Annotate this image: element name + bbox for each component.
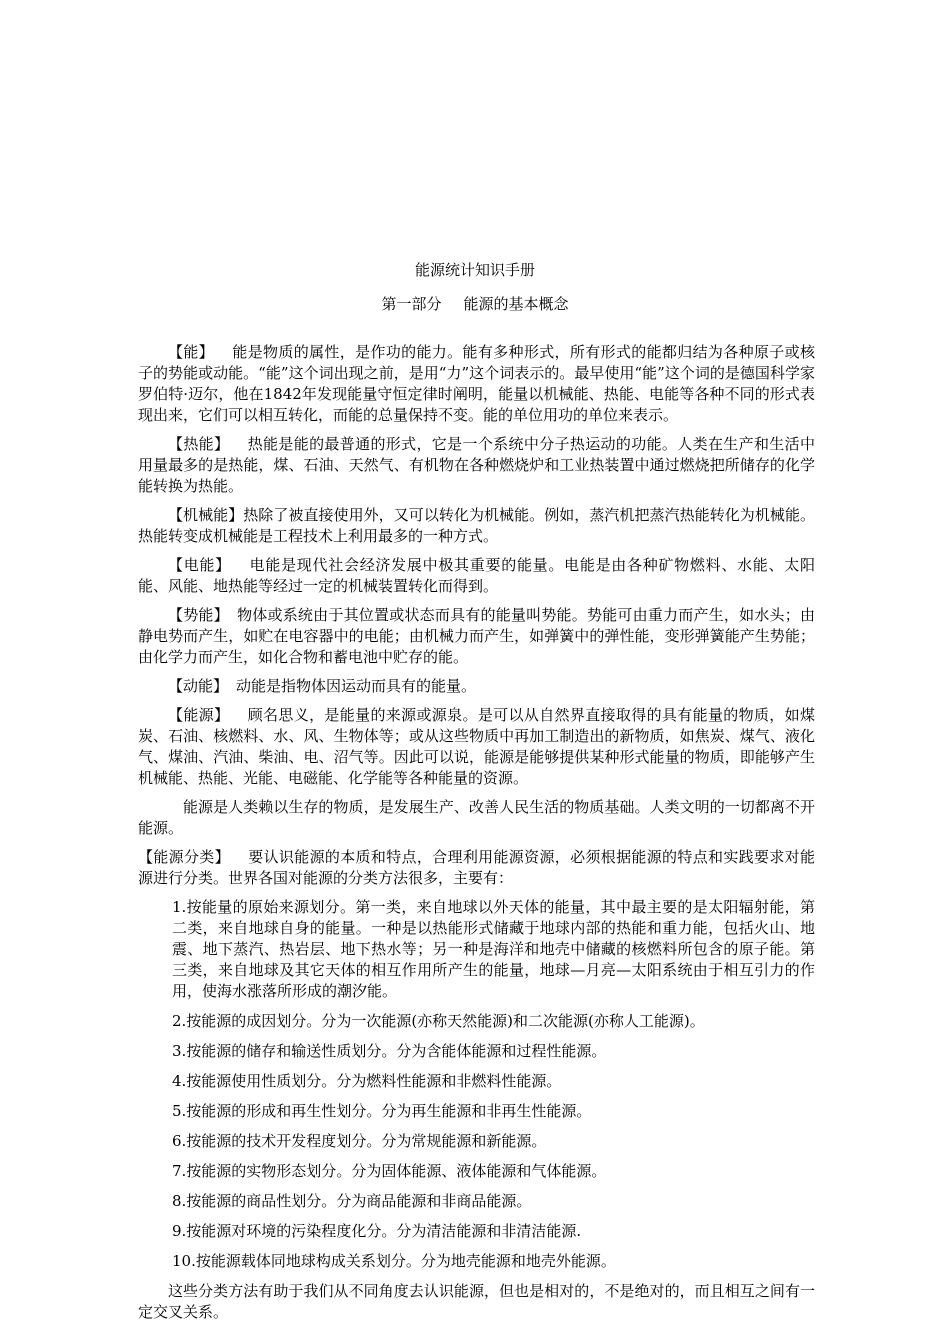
entry-term: 【电能】 [168,556,231,574]
entry-term: 【能】 [168,343,215,361]
entry-text: 能是物质的属性，是作功的能力。能有多种形式，所有形式的能都归结为各种原子或核子的势能或动能。“能”这个词出现之前，是用“力”这个词表示的。最早使用“能”这个词的是德国科学家罗伯特·迈尔，他在1842年发现能量守恒定律时阐明，能量以机械能、热能、电能等各种不同的形式表现出来，它们可以相互转化，而能的总量保持不变。能的单位用功的单位来表示。 [138,343,815,424]
entry-energy-source [138,705,815,789]
entry-text: 热能是能的最普通的形式，它是一个系统中分子热运动的功能。人类在生产和生活中用量最多的是热能，煤、石油、天然气、有机物在各种燃烧炉和工业热装置中通过燃烧把所储存的化学能转换为热能。 [138,435,815,495]
classification-item: 3.按能源的储存和输送性质划分。分为含能体能源和过程性能源。 [172,1042,607,1060]
document-body [138,342,815,1331]
entry-text: 动能是指物体因运动而具有的能量。 [236,677,477,695]
classification-item: 7.按能源的实物形态划分。分为固体能源、液体能源和气体能源。 [172,1162,607,1180]
classification-item: 2.按能源的成因划分。分为一次能源(亦称天然能源)和二次能源(亦称人工能源)。 [172,1012,705,1030]
part-number: 第一部分 [381,295,442,313]
paragraph-basis: 能源是人类赖以生存的物质，是发展生产、改善人民生活的物质基础。人类文明的一切都离不开能源。 [138,798,815,837]
entry-thermal-energy [138,434,815,497]
entry-text: 电能是现代社会经济发展中极其重要的能量。电能是由各种矿物燃料、水能、太阳能、风能、地热能等经过一定的机械装置转化而得到。 [138,556,815,595]
classification-item: 4.按能源使用性质划分。分为燃料性能源和非燃料性能源。 [172,1072,562,1090]
entry-energy [138,342,815,426]
title-block [0,256,950,318]
entry-text: 物体或系统由于其位置或状态而具有的能量叫势能。势能可由重力而产生，如水头；由静电势而产生，如贮在电容器中的电能；由机械力而产生，如弹簧中的弹性能，变形弹簧能产生势能；由化学力而产生，如化合物和蓄电池中贮存的能。 [138,606,815,666]
entry-text: 要认识能源的本质和特点，合理利用能源资源，必须根据能源的特点和实践要求对能源进行分类。世界各国对能源的分类方法很多，主要有： [138,848,815,887]
part-title: 能源的基本概念 [463,295,569,313]
entry-term: 【势能】 [168,606,229,624]
classification-item: 6.按能源的技术开发程度划分。分为常规能源和新能源。 [172,1132,547,1150]
entry-text: 热除了被直接使用外，又可以转化为机械能。例如，蒸汽机把蒸汽热能转化为机械能。热能转变成机械能是工程技术上利用最多的一种方式。 [138,506,815,545]
entry-term: 【热能】 [168,435,230,453]
entry-kinetic-energy [138,676,815,697]
entry-term: 【机械能】 [168,506,244,524]
entry-term: 【能源】 [168,706,230,724]
entry-term: 【动能】 [168,677,229,695]
entry-text: 顾名思义，是能量的来源或源泉。是可以从自然界直接取得的具有能量的物质，如煤炭、石油、核燃料、水、风、生物体等；或从这些物质中再加工制造出的新物质，如焦炭、煤气、液化气、煤油、汽油、柴油、电、沼气等。因此可以说，能源是能够提供某种形式能量的物质，即能够产生机械能、热能、光能、电磁能、化学能等各种能量的资源。 [138,706,815,787]
classification-item: 8.按能源的商品性划分。分为商品能源和非商品能源。 [172,1192,532,1210]
entry-potential-energy [138,605,815,668]
entry-classification [138,847,815,889]
closing-paragraph: 这些分类方法有助于我们从不同角度去认识能源，但也是相对的，不是绝对的，而且相互之间有一定交叉关系。 [138,1282,815,1321]
classification-item: 10.按能源载体同地球构成关系划分。分为地壳能源和地壳外能源。 [172,1252,616,1270]
classification-item: 1.按能量的原始来源划分。第一类，来自地球以外天体的能量，其中最主要的是太阳辐射能，第二类，来自地球自身的能量。一种是以热能形式储藏于地球内部的热能和重力能，包括火山、地震、地下蒸汽、热岩层、地下热水等；另一种是海洋和地壳中储藏的核燃料所包含的原子能。第三类，来自地球及其它天体的相互作用所产生的能量，地球—月亮—太阳系统由于相互引力的作用，使海水涨落所形成的潮汐能。 [172,898,815,1000]
classification-item: 9.按能源对环境的污染程度化分。分为清洁能源和非清洁能源. [172,1222,582,1240]
entry-electric-energy [138,555,815,597]
part-heading [0,290,950,318]
entry-term: 【能源分类】 [138,848,230,866]
entry-mechanical-energy [138,505,815,547]
document-title: 能源统计知识手册 [414,261,535,279]
classification-item: 5.按能源的形成和再生性划分。分为再生能源和非再生性能源。 [172,1102,592,1120]
